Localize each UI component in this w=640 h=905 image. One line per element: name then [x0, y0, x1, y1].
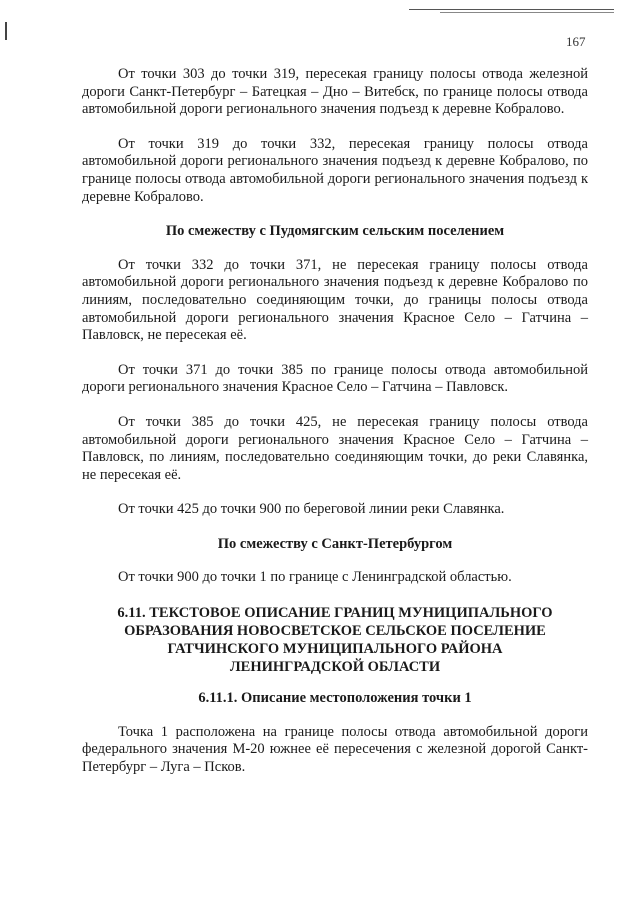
- section-title: [82, 604, 588, 676]
- paragraph: От точки 900 до точки 1 по границе с Ленинградской областью.: [118, 569, 512, 586]
- page-content: [82, 66, 588, 793]
- section-title-line: 6.11. ТЕКСТОВОЕ ОПИСАНИЕ ГРАНИЦ МУНИЦИПАЛЬНОГО: [117, 605, 553, 622]
- paragraph: От точки 385 до точки 425, не пересекая границу полосы отвода автомобильной дороги регионального значения Красное Село – Гатчина – Павловск, по линиям, последовательно соединяющим точки, до реки Славянка, не пересекая её.: [82, 413, 588, 483]
- page-number: 167: [566, 34, 586, 49]
- section-title-line: ГАТЧИНСКОГО МУНИЦИПАЛЬНОГО РАЙОНА: [167, 641, 503, 658]
- margin-mark: [5, 22, 7, 40]
- header-rule: [409, 9, 614, 10]
- section-title-line: ОБРАЗОВАНИЯ НОВОСВЕТСКОЕ СЕЛЬСКОЕ ПОСЕЛЕНИЕ: [124, 623, 546, 640]
- paragraph: От точки 303 до точки 319, пересекая границу полосы отвода железной дороги Санкт-Петербург – Батецкая – Дно – Витебск, по границе полосы отвода автомобильной дороги регионального значения подъезд к деревне Кобралово.: [82, 66, 588, 118]
- subheading-spb: По смежеству с Санкт-Петербургом: [217, 535, 453, 552]
- paragraph: От точки 332 до точки 371, не пересекая границу полосы отвода автомобильной дороги регионального значения подъезд к деревне Кобралово по линиям, последовательно соединяющим точки, до границы полосы отвода автомобильной дороги регионального значения Красное Село – Гатчина – Павловск, не пересекая её.: [82, 256, 588, 344]
- section-title-line: ЛЕНИНГРАДСКОЙ ОБЛАСТИ: [229, 659, 441, 676]
- subsection-title: 6.11.1. Описание местоположения точки 1: [198, 690, 472, 707]
- paragraph: Точка 1 расположена на границе полосы отвода автомобильной дороги федерального значения М-20 южнее её пересечения с железной дорогой Санкт-Петербург – Луга – Псков.: [82, 723, 588, 775]
- paragraph: От точки 371 до точки 385 по границе полосы отвода автомобильной дороги регионального значения Красное Село – Гатчина – Павловск.: [82, 361, 588, 396]
- paragraph: От точки 319 до точки 332, пересекая границу полосы отвода автомобильной дороги регионального значения подъезд к деревне Кобралово, по границе полосы отвода автомобильной дороги регионального значения подъезд к деревне Кобралово.: [82, 135, 588, 205]
- subheading-pudomyagi: По смежеству с Пудомягским сельским поселением: [165, 223, 505, 240]
- paragraph: От точки 425 до точки 900 по береговой линии реки Славянка.: [118, 501, 505, 518]
- header-rule-secondary: [440, 12, 614, 13]
